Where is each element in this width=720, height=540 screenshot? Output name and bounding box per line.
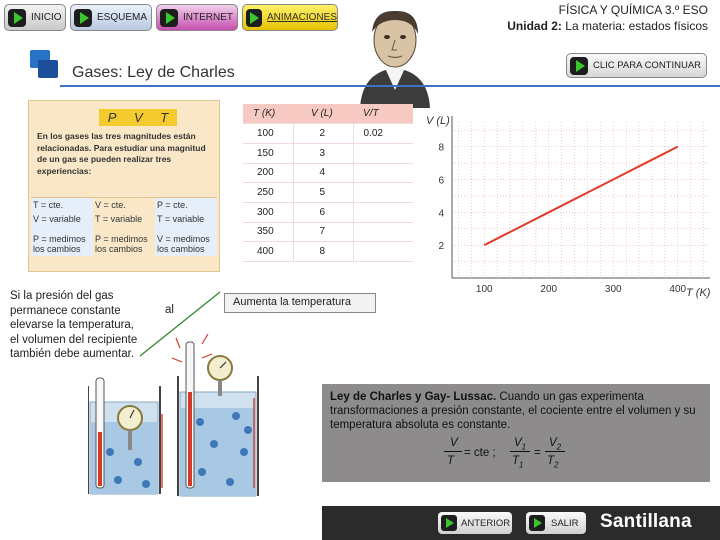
table-cell: 3	[293, 143, 353, 163]
page-title: Gases: Ley de Charles	[72, 64, 235, 81]
flask-illustration	[88, 312, 328, 498]
f1-num: V	[450, 437, 458, 449]
y-tick-label: 2	[438, 241, 444, 253]
f3-bar	[545, 451, 565, 452]
table-cell: 200	[243, 163, 293, 183]
col-v: V (L)	[293, 104, 353, 124]
explanation-text: Si la presión del gas permanece constante elevarse la temperatura, el volumen del recipiente también debe aumentar.	[10, 290, 138, 360]
data-table	[243, 104, 413, 262]
table-cell: 8	[293, 242, 353, 262]
play-icon	[529, 515, 545, 531]
animaciones-button[interactable]	[242, 4, 338, 31]
anterior-label: ANTERIOR	[461, 517, 511, 529]
x-tick-label: 300	[604, 284, 622, 295]
table-cell: 6	[293, 202, 353, 222]
x-axis-label: T (K)	[686, 287, 711, 299]
pvt-header	[99, 109, 177, 126]
table-cell: 350	[243, 222, 293, 242]
table-cell	[353, 143, 413, 163]
course-title: FÍSICA Y QUÍMICA 3.º ESO	[558, 3, 708, 17]
table-cell	[353, 163, 413, 183]
salir-label: SALIR	[551, 517, 579, 529]
table-cell: 0.02	[353, 124, 413, 144]
portrait-image	[352, 2, 438, 108]
animaciones-label: ANIMACIONES	[266, 12, 337, 23]
table-row	[243, 222, 413, 242]
table-cell: 2	[293, 124, 353, 144]
f1-den: T	[447, 455, 455, 467]
table-row	[243, 124, 413, 144]
table-cell	[353, 222, 413, 242]
temperature-label: Aumenta la temperatura	[224, 293, 376, 313]
table-cell	[353, 242, 413, 262]
var-t: T	[160, 110, 169, 125]
unit-subtitle	[507, 19, 708, 33]
f2-num: $V_1$	[514, 437, 527, 452]
table-cell: 300	[243, 202, 293, 222]
f1-bar	[444, 451, 462, 452]
pvt-intro: En los gases las tres magnitudes están relacionadas. Para estudiar una magnitud de un gas se pueden realizar tres experiencias:	[37, 131, 206, 176]
eq: =	[534, 447, 541, 459]
esquema-button[interactable]	[70, 4, 152, 31]
var-v: V	[134, 110, 143, 125]
law-description: Cuando un gas experimenta transformaciones a presión constante, el cociente entre el volumen y su temperatura absoluta es constante.	[330, 391, 696, 431]
salir-button[interactable]	[526, 512, 586, 534]
table-row	[243, 143, 413, 163]
y-tick-label: 6	[438, 175, 444, 187]
unit-label: Unidad 2:	[507, 19, 562, 33]
title-underline	[60, 85, 720, 87]
cond-2-1: V = variable	[31, 212, 93, 226]
unit-title: La materia: estados físicos	[565, 19, 708, 33]
pvt-conditions-table	[31, 197, 217, 256]
law-text	[330, 390, 702, 432]
play-icon	[570, 57, 588, 75]
cond-3-2: P = medimos los cambios	[95, 234, 148, 254]
play-icon	[160, 9, 178, 27]
chart-svg	[418, 108, 720, 300]
table-cell: 250	[243, 183, 293, 203]
table-cell: 7	[293, 222, 353, 242]
inicio-label: INICIO	[31, 12, 62, 23]
play-icon	[8, 9, 26, 27]
table-cell	[353, 183, 413, 203]
brand-logo: Santillana	[600, 511, 692, 532]
f2-den: $T_1$	[512, 455, 524, 470]
f1-eq: = cte ;	[464, 447, 496, 459]
al-label: al	[165, 304, 174, 316]
table-row	[243, 183, 413, 203]
f2-bar	[510, 451, 530, 452]
table-cell: 4	[293, 163, 353, 183]
x-tick-label: 400	[669, 284, 687, 295]
col-t: T (K)	[243, 104, 293, 124]
x-tick-label: 100	[475, 284, 493, 295]
play-icon	[74, 9, 92, 27]
y-tick-label: 8	[438, 142, 444, 154]
cond-3-3: V = medimos los cambios	[155, 226, 217, 256]
var-p: P	[107, 110, 117, 125]
pvt-box	[28, 100, 220, 272]
f3-num: $V_2$	[549, 437, 562, 452]
law-title: Ley de Charles y Gay- Lussac.	[330, 391, 497, 403]
table-cell: 150	[243, 143, 293, 163]
f3-den: $T_2$	[547, 455, 559, 470]
series-line	[484, 147, 678, 246]
play-icon	[441, 515, 457, 531]
continue-label: CLIC PARA CONTINUAR	[593, 60, 702, 71]
law-box	[322, 384, 710, 482]
table-cell: 100	[243, 124, 293, 144]
table-row	[243, 163, 413, 183]
stack-icon	[30, 50, 58, 78]
y-axis-label: V (L)	[426, 115, 450, 127]
cond-2-2: T = variable	[95, 214, 143, 224]
table-cell: 400	[243, 242, 293, 262]
table-row	[243, 242, 413, 262]
internet-button[interactable]	[156, 4, 238, 31]
cond-1-3: P = cte.	[155, 198, 217, 213]
volume-temperature-chart	[418, 108, 720, 300]
cond-1-1: T = cte.	[31, 198, 93, 213]
x-tick-label: 200	[540, 284, 558, 295]
cond-1-2: V = cte.	[95, 200, 126, 210]
table-cell: 5	[293, 183, 353, 203]
cond-3-1: P = medimos los cambios	[31, 226, 93, 256]
formula	[330, 434, 702, 474]
y-tick-label: 4	[438, 208, 444, 220]
inicio-button[interactable]	[4, 4, 66, 31]
cond-2-3: T = variable	[155, 212, 217, 226]
col-vt: V/T	[353, 104, 413, 124]
table-row	[243, 202, 413, 222]
table-cell	[353, 202, 413, 222]
esquema-label: ESQUEMA	[97, 12, 148, 23]
play-icon	[246, 9, 262, 27]
anterior-button[interactable]	[438, 512, 512, 534]
internet-label: INTERNET	[183, 12, 233, 23]
continue-button[interactable]	[566, 53, 707, 78]
